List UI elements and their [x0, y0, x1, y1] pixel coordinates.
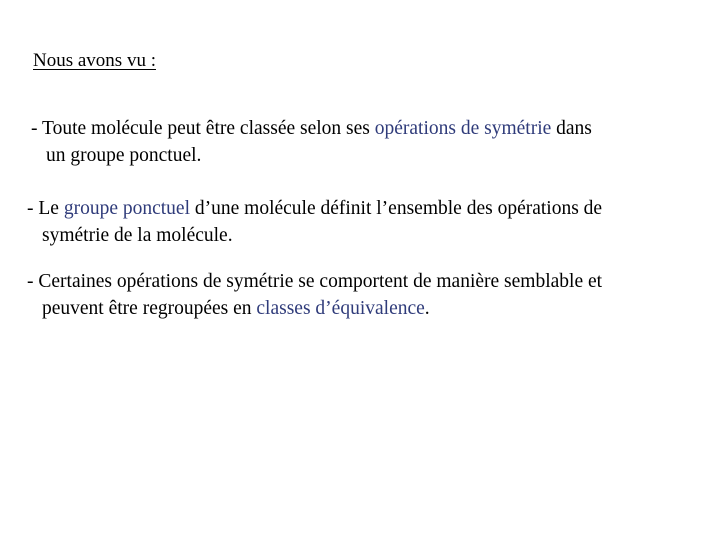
bullet-item — [27, 268, 602, 322]
bullet-marker: - — [27, 198, 34, 219]
bullet-marker: - — [31, 118, 38, 139]
bullet-line — [31, 142, 592, 169]
bullet-text: peuvent être regroupées en — [42, 298, 257, 319]
bullet-text: un groupe ponctuel. — [46, 145, 202, 166]
bullet-line — [27, 195, 602, 222]
bullet-line — [27, 295, 602, 322]
highlighted-term: classes d’équivalence — [256, 298, 425, 319]
bullet-line — [27, 222, 602, 249]
slide-heading: Nous avons vu : — [33, 50, 156, 71]
bullet-item — [31, 115, 592, 169]
bullet-text: symétrie de la molécule. — [42, 225, 233, 246]
bullet-text: Certaines opérations de symétrie se comportent de manière semblable et — [33, 271, 603, 292]
bullet-text: . — [424, 298, 430, 319]
highlighted-term: opérations de symétrie — [374, 118, 552, 139]
bullet-line — [31, 115, 592, 142]
bullet-item — [27, 195, 602, 249]
bullet-line — [27, 268, 602, 295]
bullet-text: d’une molécule définit l’ensemble des opérations de — [190, 198, 603, 219]
bullet-marker: - — [27, 271, 34, 292]
highlighted-term: groupe ponctuel — [63, 198, 190, 219]
bullet-text: Toute molécule peut être classée selon ses — [37, 118, 375, 139]
bullet-text: dans — [551, 118, 592, 139]
bullet-text: Le — [33, 198, 64, 219]
